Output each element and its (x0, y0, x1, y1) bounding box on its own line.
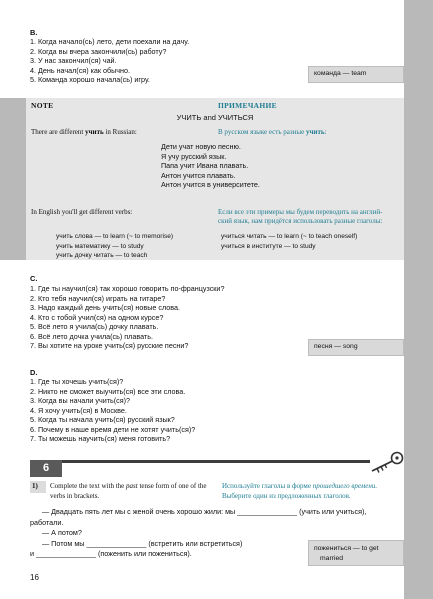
page-number: 16 (30, 573, 39, 582)
section-c-list (30, 284, 224, 351)
dialogue-line: — Потом мы _______________ (встретить или встретиться) (42, 538, 243, 548)
intro-en-word: учить (85, 128, 104, 136)
list-item: 6. Всё лето дочка учила(сь) плавать. (30, 331, 153, 341)
example-line: Я учу русский язык. (161, 151, 227, 161)
list-item: 4. Кто с тобой учил(ся) на одном курсе? (30, 312, 164, 322)
task-ru-line-1 (222, 481, 377, 491)
verbs-intro-ru-line-2: ский язык, нам придётся использовать разные глаголы: (218, 217, 383, 225)
list-item: 4. Я хочу учить(ся) в Москве. (30, 405, 127, 415)
list-item: 2. Когда вы вчера закончили(сь) работу? (30, 46, 167, 56)
note-title-ru: ПРИМЕЧАНИЕ (218, 101, 277, 110)
note-center-title: УЧИТЬ and УЧИТЬСЯ (176, 113, 254, 122)
list-item: 7. Ты можешь научить(ся) меня готовить? (30, 434, 171, 443)
list-item: 3. Надо каждый день учить(ся) новые слова. (30, 303, 180, 312)
glossary-box-team (308, 66, 404, 83)
verb-line: учиться в институте — to study (221, 242, 316, 250)
glossary-text: married (320, 555, 344, 562)
verbs-left-list (56, 232, 173, 261)
list-item: 1. Где ты научил(ся) так хорошо говорить по-французски? (30, 284, 225, 293)
verbs-right-list (221, 232, 357, 251)
task-instruction-ru (222, 481, 377, 501)
list-item: 3. У нас закончил(ся) чай. (30, 56, 117, 65)
note-title-en: NOTE (31, 101, 54, 110)
task-ru-line-2: Выберите один из предложенных глаголов. (222, 492, 351, 500)
task-en-part: tense form of one of the (139, 482, 207, 490)
verb-line: учить математику — to study (56, 242, 144, 250)
list-item: 1. Где ты хочешь учить(ся)? (30, 377, 124, 386)
list-item: 1. Когда начало(сь) лето, дети поехали на дачу. (30, 37, 190, 46)
verb-line: учить дочку читать — to teach (56, 252, 148, 259)
example-line: Антон учится плавать. (161, 170, 236, 180)
example-line: Папа учит Ивана плавать. (161, 161, 249, 170)
verb-line: учить слова — to learn (~ to memorise) (56, 233, 174, 240)
intro-ru-pre: В русском языке есть разные (218, 128, 306, 136)
list-item: 5. Команда хорошо начала(сь) игру. (30, 75, 150, 84)
intro-ru-post: : (324, 128, 327, 136)
list-item: 3. Когда вы начали учить(ся)? (30, 396, 131, 405)
intro-ru-word: учить (305, 128, 325, 136)
key-icon (368, 449, 406, 475)
list-item: 5. Всё лето я учила(сь) дочку плавать. (30, 322, 159, 331)
list-item: 7. Вы хотите на уроке учить(ся) русские песни? (30, 341, 189, 350)
exercise-number: 6 (30, 460, 62, 477)
dialogue-line: — А потом? (42, 528, 82, 537)
section-d-heading: D. (30, 368, 38, 377)
task-ru-part: Используйте глаголы в форме (222, 482, 311, 490)
section-b-heading: B. (30, 28, 38, 37)
task-en-line-1 (50, 481, 207, 491)
glossary-box-married (308, 540, 404, 566)
list-item: 2. Кто тебя научил(ся) играть на гитаре? (30, 293, 166, 303)
task-en-emphasis: past (126, 482, 138, 490)
glossary-text: пожениться — to get (314, 545, 379, 552)
note-box (26, 98, 404, 260)
glossary-text: песня — song (314, 343, 358, 350)
dialogue-line: работали. (30, 517, 64, 527)
intro-en-post: in Russian: (103, 128, 137, 136)
glossary-text: команда — team (314, 70, 367, 77)
glossary-box-song (308, 339, 404, 356)
note-intro-en (31, 128, 137, 136)
example-line: Дети учат новую песню. (161, 142, 241, 151)
section-d-list (30, 377, 195, 444)
section-b-list (30, 37, 189, 85)
note-examples (161, 142, 260, 190)
task-en-line-2: verbs in brackets. (50, 492, 100, 500)
list-item: 6. Почему в наше время дети не хотят учить(ся)? (30, 424, 196, 434)
intro-en-pre: There are different (31, 128, 86, 136)
verb-line: учиться читать — to learn (~ to teach oneself) (221, 233, 358, 240)
example-line: Антон учится в университете. (161, 180, 260, 189)
list-item: 4. День начал(ся) как обычно. (30, 65, 131, 75)
exercise-bar (30, 460, 370, 463)
list-item: 2. Никто не сможет выучить(ся) все эти слова. (30, 386, 186, 396)
dialogue-line: — Двадцать пять лет мы с женой очень хорошо жили: мы _______________ (учить или учиться), (42, 507, 367, 516)
section-c-heading: C. (30, 274, 38, 283)
task-instruction-en (50, 481, 207, 501)
right-margin-strip (404, 0, 433, 599)
note-intro-ru (218, 128, 327, 136)
task-number: 1) (32, 482, 38, 490)
list-item: 5. Когда ты начала учить(ся) русский язык? (30, 415, 175, 424)
left-note-strip (0, 98, 26, 260)
task-number-box (30, 481, 46, 493)
verbs-intro-ru-line-1: Если все эти примеры мы будем переводить на англий- (218, 208, 383, 216)
task-en-part: Complete the text with the (50, 482, 125, 490)
task-ru-emphasis: прошедшего времени. (312, 482, 378, 490)
verbs-intro-ru (218, 208, 382, 226)
verbs-intro-en: In English you'll get different verbs: (31, 208, 133, 216)
dialogue-line: и _______________ (поженить или пожениться). (30, 549, 192, 558)
